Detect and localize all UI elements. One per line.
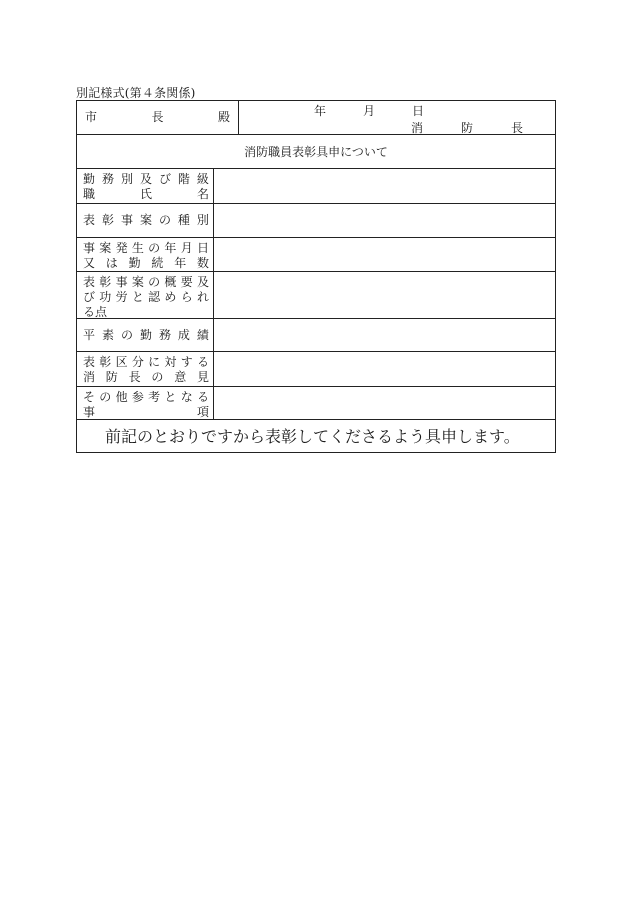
field-label-char: 及 [139,172,152,186]
field-label-incident-date [77,238,214,271]
field-label-char: 勤 [139,327,152,342]
field-label-char: 表 [83,213,96,227]
field-label-char: 見 [196,370,209,384]
field-row [77,319,555,352]
field-label-char: 事 [120,213,133,227]
field-row [77,238,555,272]
field-row [77,169,555,204]
field-label-chief-opinion [77,352,214,386]
field-label-char: 項 [196,405,209,419]
field-label-char: 参 [131,390,144,404]
field-label-char: 認 [148,290,161,304]
field-label-char: 消 [83,370,96,384]
field-label-char: 種 [177,213,190,227]
field-label-line [83,390,209,405]
field-label-line [83,370,209,385]
field-label-work-record [77,319,214,351]
commendation-form [76,100,556,453]
field-label-char: 年 [164,241,177,255]
field-label-char: な [180,390,193,404]
field-label-char: 彰 [101,213,114,227]
field-label-char: 又 [83,256,96,270]
field-label-char: 分 [131,355,144,369]
field-label-char: 及 [196,275,209,289]
subject-row [77,135,555,169]
field-label-char: 表 [83,355,96,369]
field-label-char: と [131,290,144,304]
field-label-char: の [99,390,112,404]
field-label-char: の [120,327,133,342]
field-value-case-summary [214,272,555,318]
field-label-char: は [105,256,118,270]
field-label-char: 要 [180,275,193,289]
date-label-char: 年 [314,104,327,118]
field-label-char: 彰 [99,355,112,369]
header-row [77,101,555,135]
field-label-line [83,213,209,228]
field-label-char: 防 [105,370,118,384]
field-label-char: 功 [99,290,112,304]
issuer-label-char: 長 [510,121,523,135]
field-label-case-summary [77,272,214,318]
field-row [77,204,555,238]
field-label-duty-rank-name [77,169,214,203]
field-label-char: る [196,390,209,404]
field-label-char: 労 [115,290,128,304]
field-label-char: 年 [174,256,187,270]
addressee-label [85,110,230,125]
field-label-char: 月 [180,241,193,255]
field-label-char: 務 [158,327,171,342]
field-label-line [83,355,209,370]
field-value-duty-rank-name [214,169,555,203]
field-label-line: る点 [83,305,108,319]
field-label-line [83,187,209,202]
field-label-char: 級 [196,172,209,186]
field-label-char: ら [180,290,193,304]
field-label-char: る [196,355,209,369]
issuer-label-char: 消 [411,121,424,135]
field-label-char: す [180,355,193,369]
field-label-char: 素 [101,327,114,342]
field-label-char: 案 [131,275,144,289]
field-label-char: 長 [128,370,141,384]
field-label-char: 考 [148,390,161,404]
field-label-char: の [148,275,161,289]
addressee-label-char: 殿 [217,110,230,124]
field-row [77,352,555,387]
field-label-char: 区 [115,355,128,369]
field-value-incident-date [214,238,555,271]
issuer-label [411,121,523,136]
date-issuer-cell [239,101,555,134]
field-label-char: 事 [83,405,96,419]
field-value-chief-opinion [214,352,555,386]
field-value-case-type [214,204,555,237]
field-label-char: の [148,241,161,255]
field-label-char: 数 [196,256,209,270]
field-label-char: 概 [164,275,177,289]
field-label-char: 生 [131,241,144,255]
date-label-char: 月 [362,104,375,118]
field-label-char: 続 [151,256,164,270]
field-label-char: め [164,290,177,304]
field-value-other-references [214,387,555,419]
addressee-label-char: 市 [85,110,98,124]
field-label-line [83,256,209,271]
field-label-line [83,241,209,256]
field-label-char: に [148,355,161,369]
field-label-char: 日 [196,241,209,255]
field-label-char: 別 [120,172,133,186]
field-label-char: 別 [196,213,209,227]
closing-statement: 前記のとおりですから表彰してくださるよう具申します。 [105,427,520,446]
field-label-char: 務 [101,172,114,186]
field-label-char: 事 [115,275,128,289]
field-label-char: と [164,390,177,404]
issuer-label-char: 防 [460,121,473,135]
field-label-char: 氏 [139,187,152,201]
field-label-char: 職 [83,187,96,201]
field-label-char: れ [196,290,209,304]
form-reference-title: 別記様式(第４条関係) [76,86,196,100]
addressee-label-char: 長 [151,110,164,124]
date-label-char: 日 [411,104,424,118]
field-label-case-type [77,204,214,237]
field-label-char: 表 [83,275,96,289]
field-label-char: の [151,370,164,384]
field-label-char: 案 [139,213,152,227]
field-label-char: そ [83,390,96,404]
date-label [314,104,424,119]
field-label-char: 名 [196,187,209,201]
field-label-char: 平 [83,327,96,342]
field-label-char: 階 [177,172,190,186]
subject-title: 消防職員表彰具申について [244,145,388,159]
field-label-line [83,405,209,420]
field-label-char: 成 [177,327,190,342]
field-label-line [83,290,209,305]
field-label-char: 意 [174,370,187,384]
field-label-char: 勤 [83,172,96,186]
field-label-char: び [83,290,96,304]
field-value-work-record [214,319,555,351]
field-label-line [83,328,209,343]
field-label-line [83,275,209,290]
field-label-char: 績 [196,327,209,342]
addressee-cell [77,101,239,134]
field-label-char: 発 [115,241,128,255]
field-label-char: 事 [83,241,96,255]
field-row [77,387,555,420]
field-label-char: の [158,213,171,227]
closing-row [77,420,555,454]
field-label-char: 彰 [99,275,112,289]
field-label-char: 案 [99,241,112,255]
field-label-char: 他 [115,390,128,404]
field-label-char: 勤 [128,256,141,270]
field-label-char: び [158,172,171,186]
field-row [77,272,555,319]
field-label-other-references [77,387,214,419]
field-label-line [83,172,209,187]
field-label-char: 対 [164,355,177,369]
